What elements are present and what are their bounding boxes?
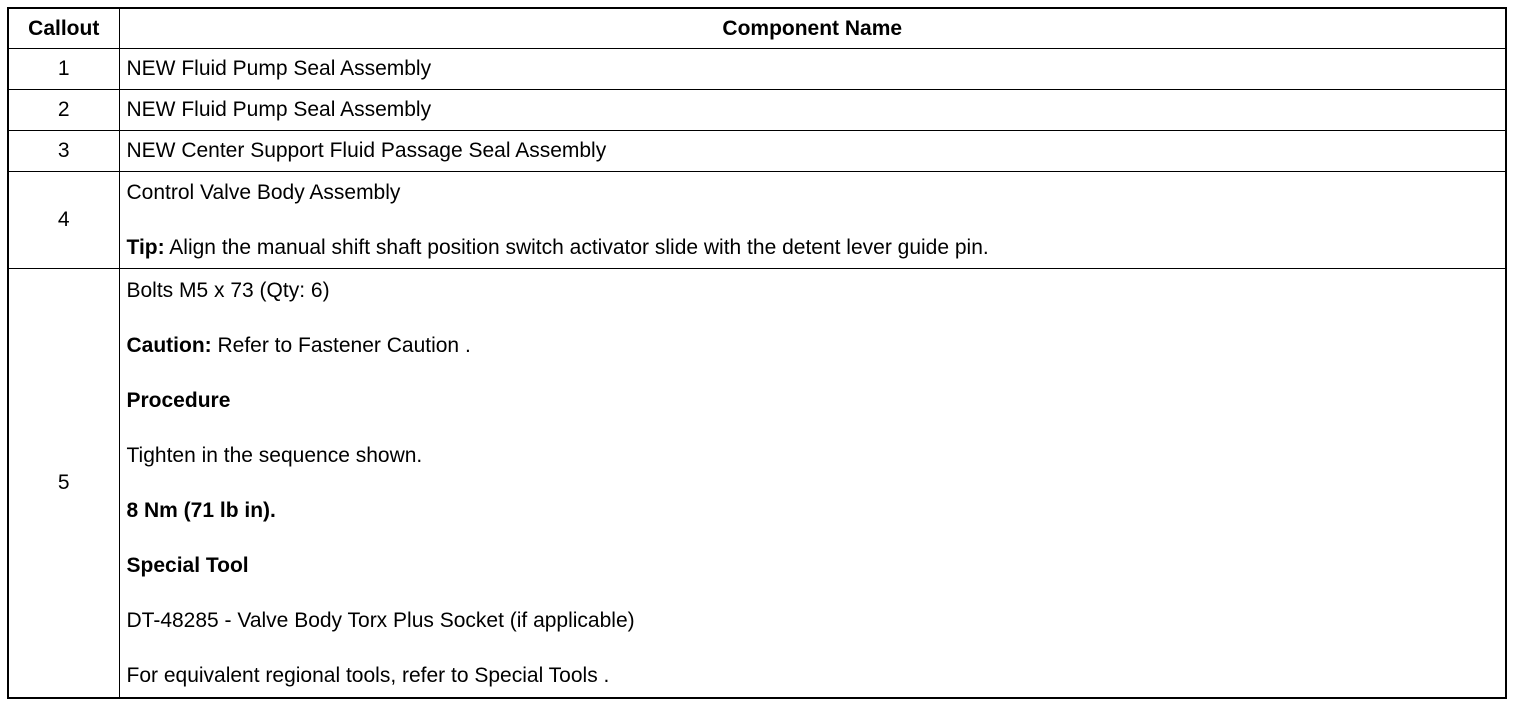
component-name: NEW Center Support Fluid Passage Seal Assembly	[119, 131, 1506, 172]
procedure-heading: Procedure	[126, 388, 231, 412]
callout-number: 1	[8, 49, 119, 90]
component-details	[119, 172, 1506, 269]
component-name: NEW Fluid Pump Seal Assembly	[119, 90, 1506, 131]
callout-number: 5	[8, 269, 119, 699]
table-header-row	[8, 8, 1506, 49]
tip-note	[127, 234, 1499, 262]
tip-text: Align the manual shift shaft position switch activator slide with the detent lever guide pin.	[164, 235, 989, 259]
component-name: Bolts M5 x 73 (Qty: 6)	[126, 278, 330, 302]
caution-text: Refer to Fastener Caution .	[211, 333, 471, 357]
special-tool-heading: Special Tool	[126, 553, 249, 577]
callout-number: 2	[8, 90, 119, 131]
callout-number: 3	[8, 131, 119, 172]
table-row	[8, 269, 1506, 699]
header-callout: Callout	[8, 8, 119, 49]
procedure-text: Tighten in the sequence shown.	[126, 443, 423, 467]
table-row	[8, 49, 1506, 90]
component-name: Control Valve Body Assembly	[126, 180, 401, 204]
table-row	[8, 131, 1506, 172]
callout-number: 4	[8, 172, 119, 269]
caution-label: Caution:	[126, 333, 212, 357]
table-row	[8, 90, 1506, 131]
component-table	[7, 7, 1507, 699]
component-details	[119, 269, 1506, 699]
special-tool-text: DT-48285 - Valve Body Torx Plus Socket (if applicable)	[126, 608, 635, 632]
torque-spec: 8 Nm (71 lb in).	[126, 498, 276, 522]
caution-note	[127, 332, 1499, 360]
regional-tools-text: For equivalent regional tools, refer to Special Tools .	[126, 663, 610, 687]
header-component-name: Component Name	[119, 8, 1506, 49]
tip-label: Tip:	[126, 235, 165, 259]
table-row	[8, 172, 1506, 269]
component-name: NEW Fluid Pump Seal Assembly	[119, 49, 1506, 90]
